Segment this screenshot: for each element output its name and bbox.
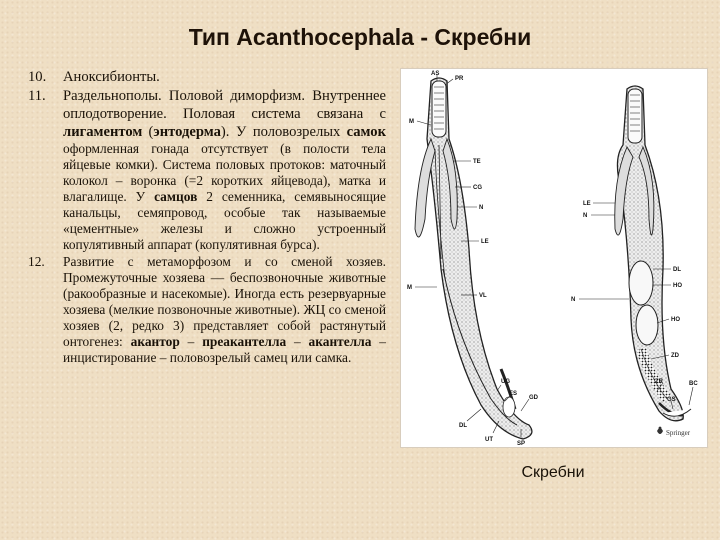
springer-logo: [657, 427, 691, 437]
figure-caption: Скребни: [521, 464, 585, 481]
label-LE-male: LE: [583, 201, 591, 207]
label-M-lower: M: [407, 285, 412, 291]
label-UG: UG: [501, 379, 510, 385]
bold-term: лигаментом: [63, 124, 143, 140]
label-GS: GS: [667, 397, 676, 403]
label-ZR: ZR: [655, 379, 663, 385]
text-column: [28, 68, 386, 367]
item-text: –: [294, 334, 301, 349]
item-text: оформленная гонада отсутствует (в полости тела яйцевые комки). Система половых протоков: маточный колокол – воронка (=2 коротких яйцевода), матка и влагалище. У: [63, 141, 386, 204]
bold-term: преакантелла: [202, 334, 287, 349]
item-text: (: [148, 124, 154, 140]
label-HO-upper: HO: [673, 283, 682, 289]
label-GD: GD: [529, 395, 538, 401]
publisher-name: Springer: [666, 429, 691, 437]
label-HO-lower: HO: [671, 317, 680, 323]
item-text: – инцистирование – половозрелый самец или самка.: [63, 334, 386, 365]
female-labels: [407, 71, 539, 447]
bold-term: самок: [346, 124, 386, 140]
label-N-male-lower: N: [571, 297, 576, 303]
male-worm-drawing: [615, 86, 691, 421]
label-CG: CG: [473, 185, 482, 191]
label-N-male-upper: N: [583, 213, 588, 219]
label-ES: ES: [509, 391, 518, 397]
bold-term: акантелла: [308, 334, 372, 349]
label-SP: SP: [517, 441, 526, 447]
label-DL: DL: [459, 423, 467, 429]
label-VL: VL: [479, 293, 487, 299]
label-AS: AS: [431, 71, 440, 77]
slide-title: Тип Acanthocephala - Скребни: [188, 24, 532, 50]
item-text: Развитие с метаморфозом и со сменой хозяев. Промежуточные хозяева — беспозвоночные животные (ракообразные и насекомые). Иногда есть резервуарные хозяева (мелкие позвоночные животные). ЖЦ со сменой хозяев (2, редко 3) представляет собой растянутый онтогенез:: [63, 254, 386, 349]
bold-term: энтодерма: [153, 124, 221, 140]
bold-term: акантор: [130, 334, 180, 349]
bold-term: самцов: [154, 189, 198, 204]
item-text: –: [187, 334, 195, 349]
item-number: 10.: [28, 69, 47, 85]
list-item-10: [28, 68, 386, 86]
label-N: N: [479, 205, 484, 211]
label-TE: TE: [473, 159, 481, 165]
list-item-12: [28, 254, 386, 366]
label-DL-male: DL: [673, 267, 681, 273]
label-PR: PR: [455, 76, 464, 82]
label-M-upper: M: [409, 119, 414, 125]
item-number: 12.: [28, 254, 45, 269]
item-number: 11.: [28, 88, 46, 104]
label-UT: UT: [485, 437, 493, 443]
item-text-intro: Раздельнополы. Половой диморфизм. Внутреннее оплодотворение. Половая система связана с: [63, 88, 386, 122]
item-text: ). У половозрелых: [220, 124, 341, 140]
label-LE: LE: [481, 239, 489, 245]
female-worm-drawing: [415, 78, 532, 439]
list-item-11: [28, 87, 386, 253]
item-text: 2 семенника, семявыносящие канальцы, семяпровод, особые так называемые «цементные» железы и сложно устроенный копулятивный аппарат (копулятивная бурса).: [63, 189, 386, 252]
acanthocephala-illustration: [400, 68, 708, 448]
item-text: Аноксибионты.: [63, 69, 160, 85]
label-BC: BC: [689, 381, 698, 387]
label-ZD: ZD: [671, 353, 679, 359]
